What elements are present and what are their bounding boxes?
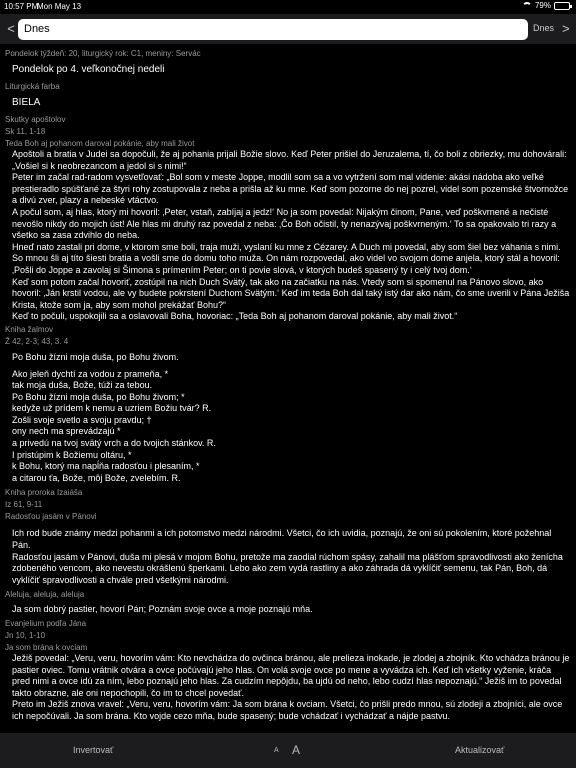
- psalm-book: Kniha žalmov: [5, 324, 54, 334]
- gospel-motto: Ja som brána k ovciam: [5, 643, 88, 652]
- status-time: 10:57 PM: [4, 2, 39, 11]
- reading1-paragraph: Peter im začal rad-radom vysvetľovať: „Bol som v meste Joppe, modlil som sa a vo vytržení som mal videnie: akási nádoba ako veľké prestieradlo spúšťané za štyri rohy zostupovala z neba a prišla až ku mne. Keď som pozorne do nej pozrel, videl som pozemské štvornožce a divú zver, plazy a nebeské vtáctvo.: [12, 172, 569, 206]
- day-meta: Pondelok týždeň: 20, liturgický rok: C1, meniny: Servác: [5, 49, 201, 58]
- liturgical-color-value: BIELA: [12, 97, 41, 108]
- update-button[interactable]: Aktualizovať: [455, 745, 505, 755]
- invert-button[interactable]: Invertovať: [73, 745, 114, 755]
- forward-button[interactable]: >: [562, 21, 570, 36]
- psalm-text: Ako jeleň dychtí za vodou z prameňa, * tak moja duša, Bože, túži za tebou. Po Bohu žízni moja duša, po Bohu živom; * kedyže už prídem k nemu a uzriem Božiu tvár? R. Zošli svoje svetlo a svoju pravdu; † ony nech ma sprevádzajú * a privedú na tvoj svätý vrch a do tvojich stánkov. R. I pristúpim k Božiemu oltáru, * k Bohu, ktorý ma napĺňa radosťou i plesaním, * a citarou ťa, Bože, môj Bože, zvelebím. R.: [12, 368, 216, 483]
- reading1-paragraph: Keď to počuli, uspokojili sa a oslavovali Boha, hovoriac: „Teda Boh aj pohanom daroval pokánie, aby mali život.“: [12, 311, 458, 322]
- liturgical-color-label: Liturgická farba: [5, 82, 60, 91]
- reading1-paragraph: Hneď nato zastali pri dome, v ktorom sme boli, traja muži, vyslaní ku mne z Cézarey. A Duch mi povedal, aby som šiel bez váhania s nimi. So mnou šli aj títo šiesti bratia a vošli sme do domu toho muža. On nám rozpovedal, ako videl vo svojom dome anjela, ktorý stál a hovoril: ‚Pošli do Joppe a zavolaj si Šimona s prímením Peter; on ti povie slová, v ktorých budeš spasený ty i celý tvoj dom.‘: [12, 241, 561, 275]
- wifi-icon: [522, 2, 532, 9]
- readings-content[interactable]: [0, 47, 576, 733]
- font-decrease-button[interactable]: A: [274, 747, 279, 754]
- reading1-paragraph: Apoštoli a bratia v Judei sa dopočuli, že aj pohania prijali Božie slovo. Keď Peter prišiel do Jeruzalema, tí, čo boli z obriezky, mu dohovárali: „Vošiel si k neobrezancom a jedol si s nimi!“: [12, 149, 567, 171]
- reading2-book: Kniha proroka Izaiáša: [5, 488, 83, 498]
- reading2-reference: Iz 61, 9-11: [5, 500, 43, 510]
- reading2-paragraph: Radosťou jasám v Pánovi, duša mi plesá v mojom Bohu, pretože ma zaodial rúchom spásy, zahalil ma plášťom spravodlivosti ako ženícha zdobeného vencom, ako nevestu okrášlenú šperkami. Lebo ako zem vydá rastliny a ako záhrada dá vyklíčiť semenu, tak Pán, Boh, dá vyklíčiť spravodlivosti a chvále pred všetkými národmi.: [12, 551, 563, 585]
- alleluia-text: Ja som dobrý pastier, hovorí Pán; Poznám svoje ovce a moje poznajú mňa.: [12, 604, 313, 615]
- navigation-bar: [0, 14, 576, 44]
- go-button[interactable]: Dnes: [533, 23, 555, 33]
- address-field[interactable]: Dnes: [18, 19, 528, 40]
- reading1-book: Skutky apoštolov: [5, 115, 66, 124]
- psalm-reference: Ž 42, 2-3; 43, 3. 4: [5, 336, 69, 346]
- reading1-paragraph: Keď som potom začal hovoriť, zostúpil na nich Duch Svätý, tak ako na začiatku na nás. Vtedy som si spomenul na Pánovo slovo, ako hovoril: ‚Ján krstil vodou, ale vy budete pokrstení Duchom Svätým.‘ Keď im teda Boh dal taký istý dar ako nám, čo sme uverili v Pána Ježiša Krista, ktože som ja, aby som mohol prekážať Bohu?“: [12, 276, 570, 310]
- reading2-paragraph: Ich rod bude známy medzi pohanmi a ich potomstvo medzi národmi. Všetci, čo ich uvidia, poznajú, že oni sú pokolením, ktoré požehnal Pán.: [12, 528, 552, 551]
- psalm-response: Po Bohu žízni moja duša, po Bohu živom.: [12, 351, 179, 362]
- font-increase-button[interactable]: A: [292, 743, 301, 757]
- status-date: Mon May 13: [37, 2, 82, 11]
- gospel-book: Evanjelium podľa Jána: [5, 619, 87, 628]
- back-button[interactable]: <: [7, 21, 15, 36]
- gospel-reference: Jn 10, 1-10: [5, 631, 46, 640]
- reading1-paragraph: A počul som, aj hlas, ktorý mi hovoril: ‚Peter, vstaň, zabíjaj a jedz!‘ No ja som povedal: Nijakým činom, Pane, veď poškvrnené a nečisté nevošlo nikdy do mojich úst! Ale hlas mi druhý raz povedal z neba: ‚Čo Boh očistil, ty nenazývaj poškvrneným.‘ To sa opakovalo tri razy a všetko sa zasa zdvihlo do neba.: [12, 206, 557, 241]
- battery-percent: 79%: [534, 1, 551, 10]
- status-bar: [0, 0, 576, 14]
- gospel-paragraph: Preto im Ježiš znova vravel: „Veru, veru, hovorím vám: Ja som brána k ovciam. Všetci, čo prišli predo mnou, sú zlodeji a zbojníci, ale ovce ich nepočúvali. Ja som brána. Kto vojde cezo mňa, bude spasený; bude vchádzať i vychádzať a nájde pastvu.: [12, 699, 563, 721]
- alleluia-label: Aleluja, aleluja, aleluja: [5, 590, 85, 600]
- reading1-motto: Teda Boh aj pohanom daroval pokánie, aby mali život: [5, 139, 195, 148]
- bottom-toolbar: [0, 733, 576, 768]
- gospel-paragraph: Ježiš povedal: „Veru, veru, hovorím vám: Kto nevchádza do ovčinca bránou, ale prelieza inokade, je zlodej a zbojník. Kto vchádza bránou je pastier oviec. Tomu vrátnik otvára a ovce počúvajú jeho hlas. On volá svoje ovce po mene a vyvádza ich. Keď ich všetky vyženie, kráča pred nimi a ovce idú za ním, lebo poznajú jeho hlas. Za cudzím nepôjdu, ba ujdú od neho, lebo cudzí hlas nepoznajú.“ Ježiš im to povedal takto obrazne, ale oni nepochopili, čo im to chcel povedať.: [12, 653, 570, 698]
- day-title: Pondelok po 4. veľkonočnej nedeli: [12, 64, 165, 75]
- reading2-motto: Radosťou jasám v Pánovi: [5, 512, 97, 522]
- battery-icon: [554, 2, 570, 10]
- reading1-reference: Sk 11, 1-18: [5, 127, 46, 136]
- status-right: [522, 1, 570, 10]
